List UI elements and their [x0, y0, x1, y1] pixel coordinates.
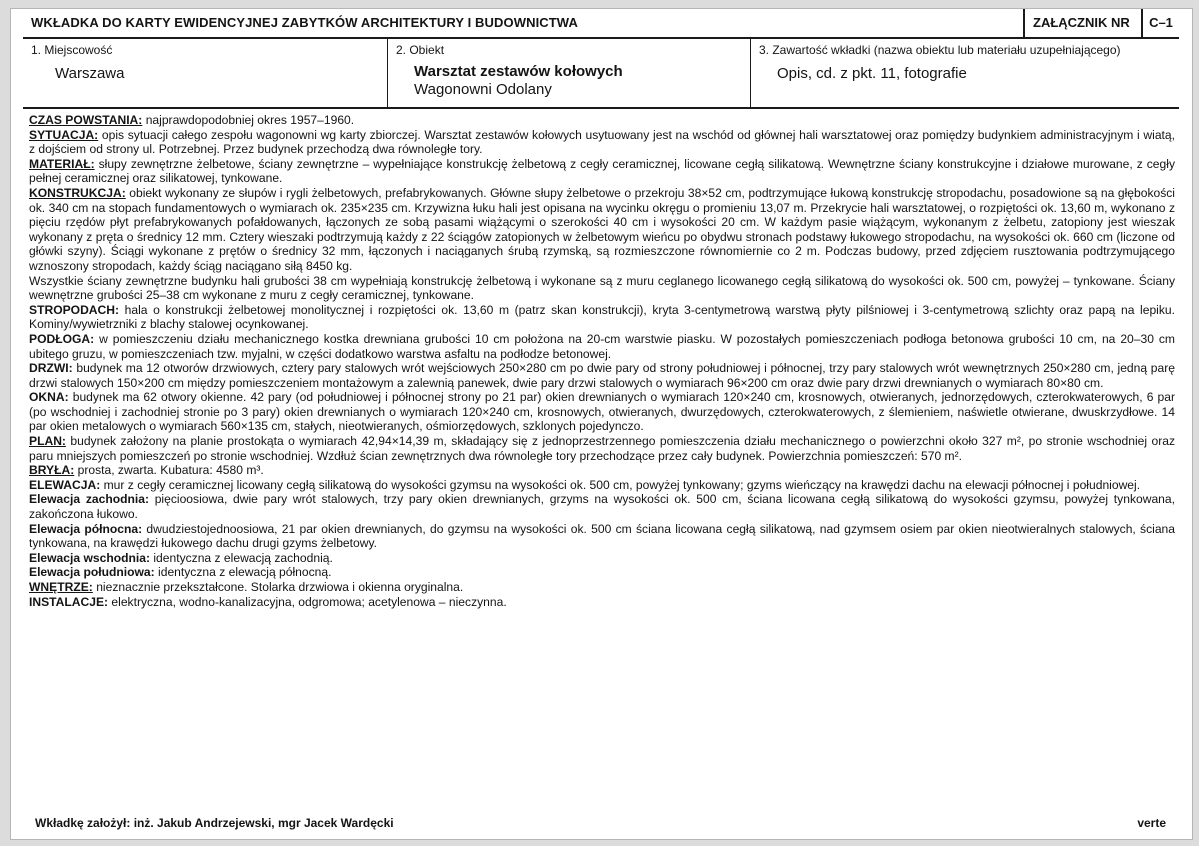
section-paragraph [29, 361, 1175, 390]
section-text: identyczna z elewacją zachodnią. [149, 550, 333, 565]
section-text: Wszystkie ściany zewnętrzne budynku hali grubości 38 cm wypełniają konstrukcję żelbetową i wykonane są z muru ceglanego licowanego cegłą silikatową do wysokości ok. 500 cm, powyżej – tynkowane. Ściany wewnętrzne grubości 25–38 cm wykonane z muru z cegły ceramicznej, tynkowane. [29, 273, 1175, 303]
section-paragraph [29, 522, 1175, 551]
field-contents [750, 39, 1180, 107]
section-text: obiekt wykonany ze słupów i rygli żelbetowych, prefabrykowanych. Główne słupy żelbetowe o przekroju 38×52 cm, podtrzymujące łukową konstrukcję stropodachu, posadowione są na głębokości ok. 340 cm na stopach fundamentowych o wymiarach ok. 235×235 cm. Krzywizna łuku hali jest opisana na wycinku okręgu o promieniu 13,07 m. Przekrycie hali warsztatowej, o rozpiętości ok. 13,60 m, wykonano z pięciu rzędów płyt prefabrykowanych pofałdowanych, łączonych ze sobą pasami wiążącymi o szerokości 40 cm i wysokości 20 cm. W każdym pasie wiążącym, wykonanym z żelbetu, zatopiony jest wieszak wykonany z pręta o średnicy 12 mm. Cztery wieszaki podtrzymują każdy z 22 ściągów zatopionych w żelbetowym wieńcu po obydwu stronach podstawy łukowego stropodachu, na wysokości ok. 660 cm (liczone od główki szyny). Ściągi wykonane z prętów o średnicy 32 mm, łączonych i naciąganych śrubą rzymską, są rozmieszczone równomiernie co 2 m. Podczas budowy, przed zdjęciem rusztowania podtrzymującego wznoszony stropodach, każdy ściąg naciągano siłą 8450 kg. [29, 185, 1175, 273]
section-label: Elewacja zachodnia: [29, 492, 149, 507]
section-label: ELEWACJA: [29, 477, 101, 492]
section-text: budynek ma 12 otworów drzwiowych, cztery pary stalowych wrót wejściowych 250×280 cm po dwie pary od strony południowej i północnej, trzy pary stalowych wrót wewnętrznych 250×280 cm, jedną parę drzwi stalowych 150×200 cm między pomieszczeniem montażowym a zalewnią panewek, dwie pary drzwi stalowych o wymiarach 96×200 cm oraz dwie pary drzwi drewnianych o wymiarach 80×80 cm. [29, 361, 1175, 390]
field-object-label: 2. Obiekt [396, 43, 445, 57]
field-object [387, 39, 750, 107]
section-text: w pomieszczeniu działu mechanicznego kostka drewniana grubości 10 cm położona na 20-cm warstwie piasku. W pozostałych pomieszczeniach podłoga betonowa grubości 10 cm, na 20–30 cm ubitego gruzu, w pomieszczeniach tzw. myjalni, w części dodatkowo warstwa asfaltu na podłodze betonowej. [29, 331, 1175, 361]
section-label: Elewacja południowa: [29, 565, 155, 580]
section-text: opis sytuacji całego zespołu wagonowni wg karty zbiorczej. Warsztat zestawów kołowych usytuowany jest na wschód od głównej hali warsztatowej oraz pomiędzy budynkiem administracyjnym i wiatą, z dojściem od strony ul. Potrzebnej. Przez budynek przechodzą dwa równoległe tory. [29, 127, 1175, 157]
section-paragraph [29, 186, 1175, 274]
section-paragraph [29, 434, 1175, 463]
section-text: dwudziestojednoosiowa, 21 par okien drewnianych, do gzymsu na wysokości ok. 500 cm ściana licowana cegłą silikatową, nad gzymsem osiem par okien nieotwieralnych stalowych, ściana tynkowana, na krawędzi łukowego dachu drugi gzyms żelbetowy. [29, 521, 1176, 551]
section-paragraph [29, 157, 1175, 186]
section-text: budynek ma 62 otwory okienne. 42 pary (od południowej i północnej strony po 21 par) okien drewnianych o wymiarach 120×240 cm, krosnowych, otwieranych, jednorzędowych, czterokwaterowych, 6 par (po wschodniej i zachodniej stronie po 3 pary) okien drewnianych o wymiarach 120×240 cm, krosnowych, otwieranych, dwurzędowych, czterokwaterowych, z ślemieniem, naświetle otwierane, dwuskrzydłowe. 14 par okien metalowych o wymiarach 560×135 cm, stałych, nieotwieranych, ośmiorzędowych, szklonych pojedynczo. [29, 390, 1175, 434]
section-text: najprawdopodobniej okres 1957–1960. [142, 113, 355, 127]
section-text: prosta, zwarta. Kubatura: 4580 m³. [74, 463, 264, 478]
field-contents-value: Opis, cd. z pkt. 11, fotografie [777, 65, 967, 82]
section-text: nieznacznie przekształcone. Stolarka drzwiowa i okienna oryginalna. [92, 580, 464, 594]
section-text: słupy zewnętrzne żelbetowe, ściany zewnętrzne – wypełniające konstrukcję żelbetową z cegły ceramicznej, licowane cegłą silikatową. Wewnętrzne ściany konstrukcyjne i działowe murowane, z cegły pełnej ceramicznej oraz silikatowej, tynkowane. [29, 156, 1175, 186]
section-paragraph [29, 113, 1175, 128]
section-paragraph [29, 463, 1175, 478]
field-locality-label: 1. Miejscowość [31, 43, 113, 57]
section-text: elektryczna, wodno-kanalizacyjna, odgromowa; acetylenowa – nieczynna. [108, 594, 507, 609]
annex-box [1023, 9, 1179, 37]
section-label: STROPODACH: [29, 302, 120, 317]
section-paragraph [29, 478, 1175, 493]
section-label: Elewacja wschodnia: [29, 550, 150, 565]
section-text: pięcioosiowa, dwie pary wrót stalowych, trzy pary okien drewnianych, grzyms na wysokości ok. 500 cm, ściana licowana cegłą silikatową do wysokości gzymsu, powyżej tynkowana, zakończona łukowo. [29, 492, 1175, 522]
section-paragraph [29, 595, 1175, 610]
field-object-value: Warsztat zestawów kołowych [414, 63, 623, 80]
author-note: Wkładkę założył: inż. Jakub Andrzejewski, mgr Jacek Wardęcki [35, 816, 394, 830]
verte-note: verte [1137, 816, 1166, 830]
field-object-subvalue: Wagonowni Odolany [414, 81, 552, 98]
section-label: MATERIAŁ: [29, 156, 95, 171]
section-paragraph [29, 390, 1175, 434]
section-label: DRZWI: [29, 361, 73, 376]
form-title: WKŁADKA DO KARTY EWIDENCYJNEJ ZABYTKÓW ARCHITEKTURY I BUDOWNICTWA [31, 15, 578, 30]
section-label: CZAS POWSTANIA: [29, 113, 143, 127]
section-label: SYTUACJA: [29, 127, 99, 142]
record-sheet [10, 8, 1193, 840]
section-label: BRYŁA: [29, 463, 75, 478]
section-paragraph [29, 274, 1175, 303]
section-label: PODŁOGA: [29, 331, 95, 346]
section-paragraph [29, 551, 1175, 566]
section-paragraph [29, 492, 1175, 521]
section-label: PLAN: [29, 434, 66, 449]
header-fields [23, 39, 1179, 109]
section-label: WNĘTRZE: [29, 580, 93, 594]
field-locality [23, 39, 385, 107]
section-paragraph [29, 303, 1175, 332]
section-label: OKNA: [29, 390, 69, 405]
section-label: INSTALACJE: [29, 594, 109, 609]
section-label: KONSTRUKCJA: [29, 185, 126, 200]
section-text: hala o konstrukcji żelbetowej monolitycznej i rozpiętości ok. 13,60 m (patrz skan konstrukcji), kryta 3-centymetrową warstwą płyty pilśniowej i 3-centymetrową szlichty oraz papą na lepiku. Kominy/wywietrzniki z blachy stalowej ocynkowanej. [29, 302, 1175, 332]
section-text: budynek założony na planie prostokąta o wymiarach 42,94×14,39 m, składający się z jednoprzestrzennego pomieszczenia działu mechanicznego o powierzchni około 327 m², po stronie wschodniej oraz paru mniejszych pomieszczeń po stronie wschodniej. Wzdłuż ścian zewnętrznych dwa równoległe tory przechodzące przez cały budynek. Powierzchnia pomieszczeń: 570 m². [29, 434, 1175, 463]
section-paragraph [29, 128, 1175, 157]
section-paragraph [29, 332, 1175, 361]
description-body [29, 113, 1175, 609]
section-label: Elewacja północna: [29, 521, 143, 536]
annex-number: C–1 [1141, 9, 1179, 37]
section-paragraph [29, 580, 1175, 595]
section-text: mur z cegły ceramicznej licowany cegłą silikatową do wysokości gzymsu na wysokości ok. 500 cm, powyżej tynkowany; gzyms wieńczący na krawędzi dachu na elewacji północnej i południowej. [100, 477, 1141, 492]
annex-label: ZAŁĄCZNIK NR [1033, 15, 1130, 30]
section-text: identyczna z elewacją północną. [154, 565, 332, 580]
field-contents-label: 3. Zawartość wkładki (nazwa obiektu lub materiału uzupełniającego) [759, 43, 1121, 57]
field-locality-value: Warszawa [55, 65, 125, 82]
section-paragraph [29, 565, 1175, 580]
form-header [23, 9, 1179, 39]
